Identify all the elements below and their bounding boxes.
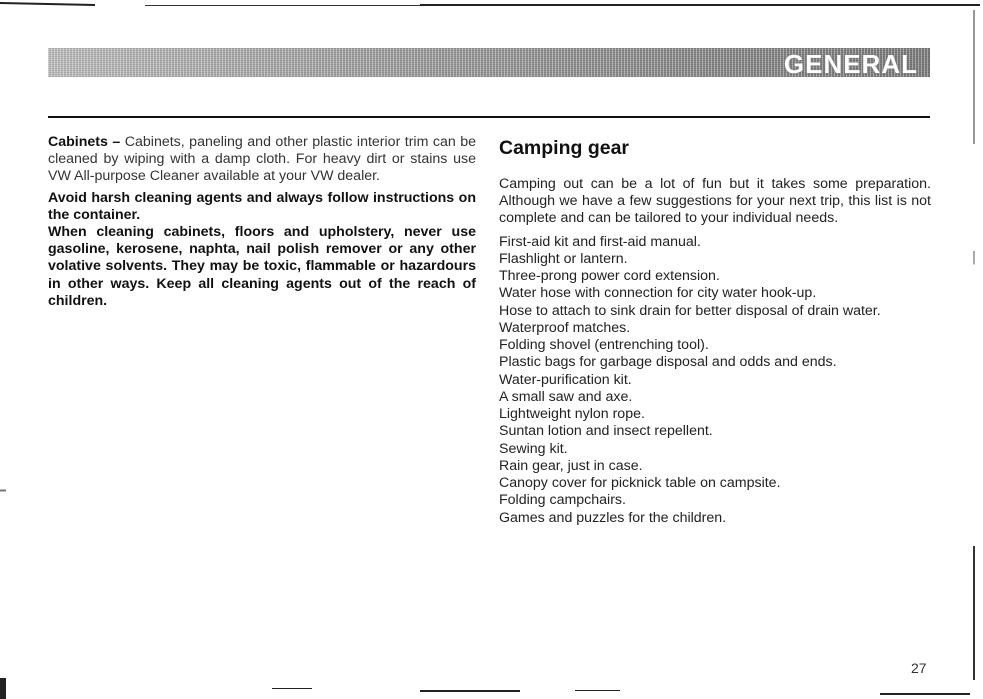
list-item: Plastic bags for garbage disposal and odds and ends. [499,354,837,371]
cabinets-text: Cabinets, paneling and other plastic interior trim can be cleaned by wiping with a damp cloth. For heavy dirt or stains use VW All-purpose Cleaner available at your VW dealer. [48,134,477,185]
list-item: Hose to attach to sink drain for better disposal of drain water. [499,302,881,319]
camping-gear-column [499,134,931,527]
list-item: Water-purification kit. [499,371,632,388]
camping-gear-list [499,234,931,527]
list-item: Folding campchairs. [499,492,626,509]
list-item: Rain gear, just in case. [499,457,643,474]
page-number: 27 [911,660,927,676]
camping-gear-intro: Camping out can be a lot of fun but it takes some preparation. Although we have a few suggestions for your next trip, this list is not complete and can be tailored to your individual needs. [499,176,931,227]
list-item: Flashlight or lantern. [499,250,628,267]
cabinets-lead: Cabinets – [48,134,121,150]
header-rule [48,116,930,118]
warning-harsh-agents: Avoid harsh cleaning agents and always follow instructions on the container. [48,189,476,223]
scan-edge-left [0,0,6,699]
list-item: First-aid kit and first-aid manual. [499,233,701,250]
warning-solvents: When cleaning cabinets, floors and upholstery, never use gasoline, kerosene, naphta, nail polish remover or any other volative solvents. They may be toxic, flammable or hazardours in other ways. Keep all cleaning agents out of the reach of children. [48,224,476,309]
list-item: Folding shovel (entrenching tool). [499,337,709,354]
section-banner [48,48,930,77]
list-item: Water hose with connection for city water hook-up. [499,285,817,302]
scan-edge-right [973,10,975,680]
list-item: Sewing kit. [499,440,568,457]
section-title: GENERAL [783,49,918,79]
cleaning-column [48,134,476,310]
list-item: A small saw and axe. [499,388,633,405]
list-item: Waterproof matches. [499,319,631,336]
list-item: Games and puzzles for the children. [499,509,727,526]
scan-edge-top [0,0,983,14]
camping-gear-heading: Camping gear [499,137,630,159]
cabinets-paragraph [48,134,476,186]
list-item: Lightweight nylon rope. [499,406,645,423]
list-item: Three-prong power cord extension. [499,268,720,285]
list-item: Suntan lotion and insect repellent. [499,423,713,440]
list-item: Canopy cover for picknick table on campsite. [499,475,781,492]
